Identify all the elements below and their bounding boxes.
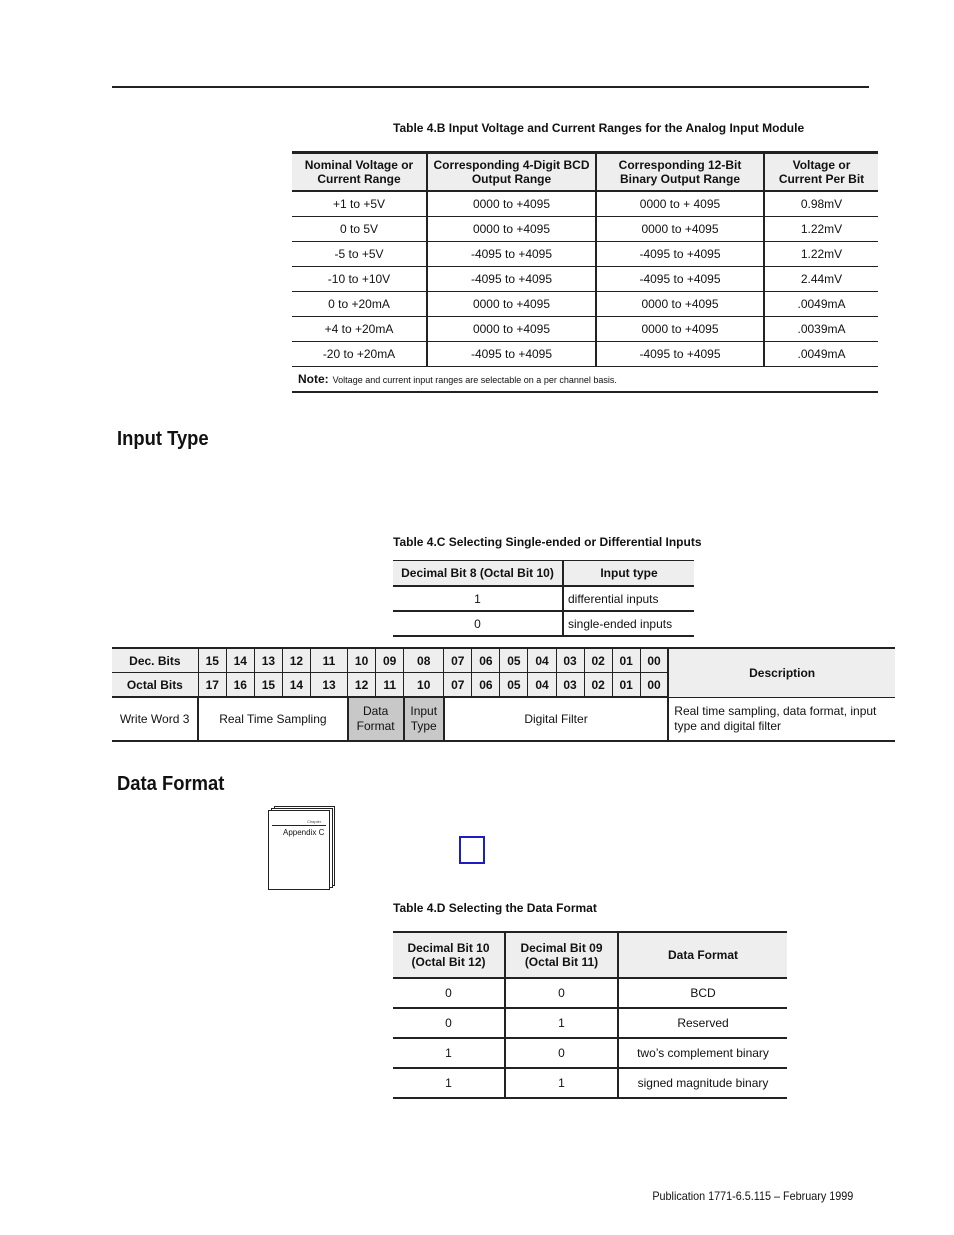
table-4c-caption: Table 4.C Selecting Single-ended or Differential Inputs (393, 535, 702, 549)
table-header-row (393, 561, 694, 587)
bit-cell: 10 (348, 648, 376, 673)
bit-cell: 06 (472, 673, 500, 698)
note-label: Note: (298, 372, 329, 386)
table-cell: 0.98mV (764, 191, 878, 217)
table-row (393, 1068, 787, 1098)
appendix-book-icon (268, 806, 334, 890)
bit-cell: 08 (404, 648, 444, 673)
dec-bits-label: Dec. Bits (112, 648, 198, 673)
table-cell: 0000 to +4095 (596, 217, 764, 242)
table-cell: 1.22mV (764, 242, 878, 267)
table-cell: signed magnitude binary (618, 1068, 787, 1098)
field-digital-filter: Digital Filter (444, 697, 669, 741)
bit-cell: 05 (500, 648, 528, 673)
bit-cell: 04 (528, 648, 556, 673)
table-cell: 1 (393, 1038, 505, 1068)
header-cell: Data Format (618, 932, 787, 978)
table-row (292, 191, 878, 217)
table-cell: 0 (393, 611, 563, 636)
table-row (393, 978, 787, 1008)
bit-cell: 04 (528, 673, 556, 698)
dec-bits-row (112, 648, 895, 673)
table-cell: 0000 to + 4095 (596, 191, 764, 217)
table-cell: 2.44mV (764, 267, 878, 292)
bit-cell: 07 (444, 648, 472, 673)
table-row (393, 586, 694, 611)
table-cell: 0 to +20mA (292, 292, 427, 317)
top-rule (112, 86, 869, 88)
table-cell: 0000 to +4095 (427, 191, 596, 217)
bit-cell: 12 (348, 673, 376, 698)
bit-cell: 14 (282, 673, 310, 698)
table-cell: BCD (618, 978, 787, 1008)
table-note-row (292, 367, 878, 393)
appendix-chapter-text: Chapter (307, 819, 322, 824)
table-cell: 0 (393, 978, 505, 1008)
table-row (292, 267, 878, 292)
header-cell: Corresponding 12-Bit Binary Output Range (596, 153, 764, 192)
bit-cell: 15 (254, 673, 282, 698)
bit-cell: 16 (226, 673, 254, 698)
table-cell: 1 (393, 1068, 505, 1098)
blue-square-marker (459, 836, 485, 864)
table-row (292, 292, 878, 317)
description-header: Description (668, 648, 895, 697)
bit-cell: 01 (612, 648, 640, 673)
table-cell: 0000 to +4095 (427, 217, 596, 242)
table-row (292, 342, 878, 367)
note-text: Voltage and current input ranges are selectable on a per channel basis. (332, 375, 617, 385)
table-cell: -4095 to +4095 (596, 242, 764, 267)
table-4b-caption: Table 4.B Input Voltage and Current Ranges for the Analog Input Module (393, 121, 805, 135)
field-data-format: Data Format (348, 697, 404, 741)
table-cell: -4095 to +4095 (596, 342, 764, 367)
table-note (292, 367, 878, 393)
table-cell: -20 to +20mA (292, 342, 427, 367)
bit-cell: 00 (640, 673, 668, 698)
appendix-label: Appendix C (283, 828, 325, 837)
bit-cell: 02 (584, 648, 612, 673)
table-cell: -4095 to +4095 (427, 267, 596, 292)
bit-cell: 03 (556, 648, 584, 673)
table-cell: -10 to +10V (292, 267, 427, 292)
header-cell: Voltage or Current Per Bit (764, 153, 878, 192)
write-word-3-bitmap (112, 647, 895, 742)
field-real-time-sampling: Real Time Sampling (198, 697, 347, 741)
bit-cell: 07 (444, 673, 472, 698)
header-cell: Decimal Bit 10 (Octal Bit 12) (393, 932, 505, 978)
page-sheet (268, 810, 330, 890)
table-cell: 1 (393, 586, 563, 611)
header-cell: Decimal Bit 8 (Octal Bit 10) (393, 561, 563, 587)
table-cell: Reserved (618, 1008, 787, 1038)
table-cell: 1 (505, 1068, 618, 1098)
table-cell: single-ended inputs (563, 611, 694, 636)
table-cell: +4 to +20mA (292, 317, 427, 342)
table-cell: .0049mA (764, 342, 878, 367)
divider (272, 825, 326, 826)
table-4c (393, 560, 694, 637)
bit-cell: 02 (584, 673, 612, 698)
bit-cell: 00 (640, 648, 668, 673)
field-description: Real time sampling, data format, input type and digital filter (668, 697, 895, 741)
table-cell: -4095 to +4095 (427, 342, 596, 367)
table-cell: 1.22mV (764, 217, 878, 242)
header-cell: Decimal Bit 09 (Octal Bit 11) (505, 932, 618, 978)
table-4b (292, 151, 878, 393)
table-cell: 0000 to +4095 (427, 317, 596, 342)
table-cell: 0 (393, 1008, 505, 1038)
bit-cell: 06 (472, 648, 500, 673)
table-cell: 0000 to +4095 (427, 292, 596, 317)
table-cell: 0 to 5V (292, 217, 427, 242)
table-cell: .0039mA (764, 317, 878, 342)
table-cell: 0000 to +4095 (596, 292, 764, 317)
write-word-row (112, 697, 895, 741)
field-input-type: Input Type (404, 697, 444, 741)
table-row (292, 317, 878, 342)
table-cell: 0000 to +4095 (596, 317, 764, 342)
table-row (393, 1008, 787, 1038)
bit-cell: 17 (198, 673, 226, 698)
header-cell: Corresponding 4-Digit BCD Output Range (427, 153, 596, 192)
bit-cell: 14 (226, 648, 254, 673)
table-row (292, 217, 878, 242)
section-heading-input-type: Input Type (117, 428, 209, 450)
table-cell: 1 (505, 1008, 618, 1038)
bit-cell: 13 (254, 648, 282, 673)
table-cell: two’s complement binary (618, 1038, 787, 1068)
table-cell: -4095 to +4095 (596, 267, 764, 292)
bit-cell: 01 (612, 673, 640, 698)
publication-footer: Publication 1771-6.5.115 – February 1999 (652, 1189, 853, 1203)
bit-cell: 10 (404, 673, 444, 698)
table-row (393, 611, 694, 636)
bit-cell: 09 (376, 648, 404, 673)
table-cell: 0 (505, 1038, 618, 1068)
table-row (292, 242, 878, 267)
section-heading-data-format: Data Format (117, 773, 225, 795)
header-cell: Input type (563, 561, 694, 587)
table-cell: +1 to +5V (292, 191, 427, 217)
bit-cell: 11 (376, 673, 404, 698)
table-cell: .0049mA (764, 292, 878, 317)
table-cell: 0 (505, 978, 618, 1008)
table-header-row (393, 932, 787, 978)
bit-cell: 15 (198, 648, 226, 673)
bit-cell: 05 (500, 673, 528, 698)
octal-bits-label: Octal Bits (112, 673, 198, 698)
table-cell: -5 to +5V (292, 242, 427, 267)
table-header-row (292, 153, 878, 192)
bit-cell: 11 (310, 648, 347, 673)
write-word-label: Write Word 3 (112, 697, 198, 741)
table-4d (393, 931, 787, 1099)
bit-cell: 03 (556, 673, 584, 698)
table-cell: -4095 to +4095 (427, 242, 596, 267)
bit-cell: 12 (282, 648, 310, 673)
header-cell: Nominal Voltage or Current Range (292, 153, 427, 192)
table-row (393, 1038, 787, 1068)
table-cell: differential inputs (563, 586, 694, 611)
bit-cell: 13 (310, 673, 347, 698)
table-4d-caption: Table 4.D Selecting the Data Format (393, 901, 597, 915)
